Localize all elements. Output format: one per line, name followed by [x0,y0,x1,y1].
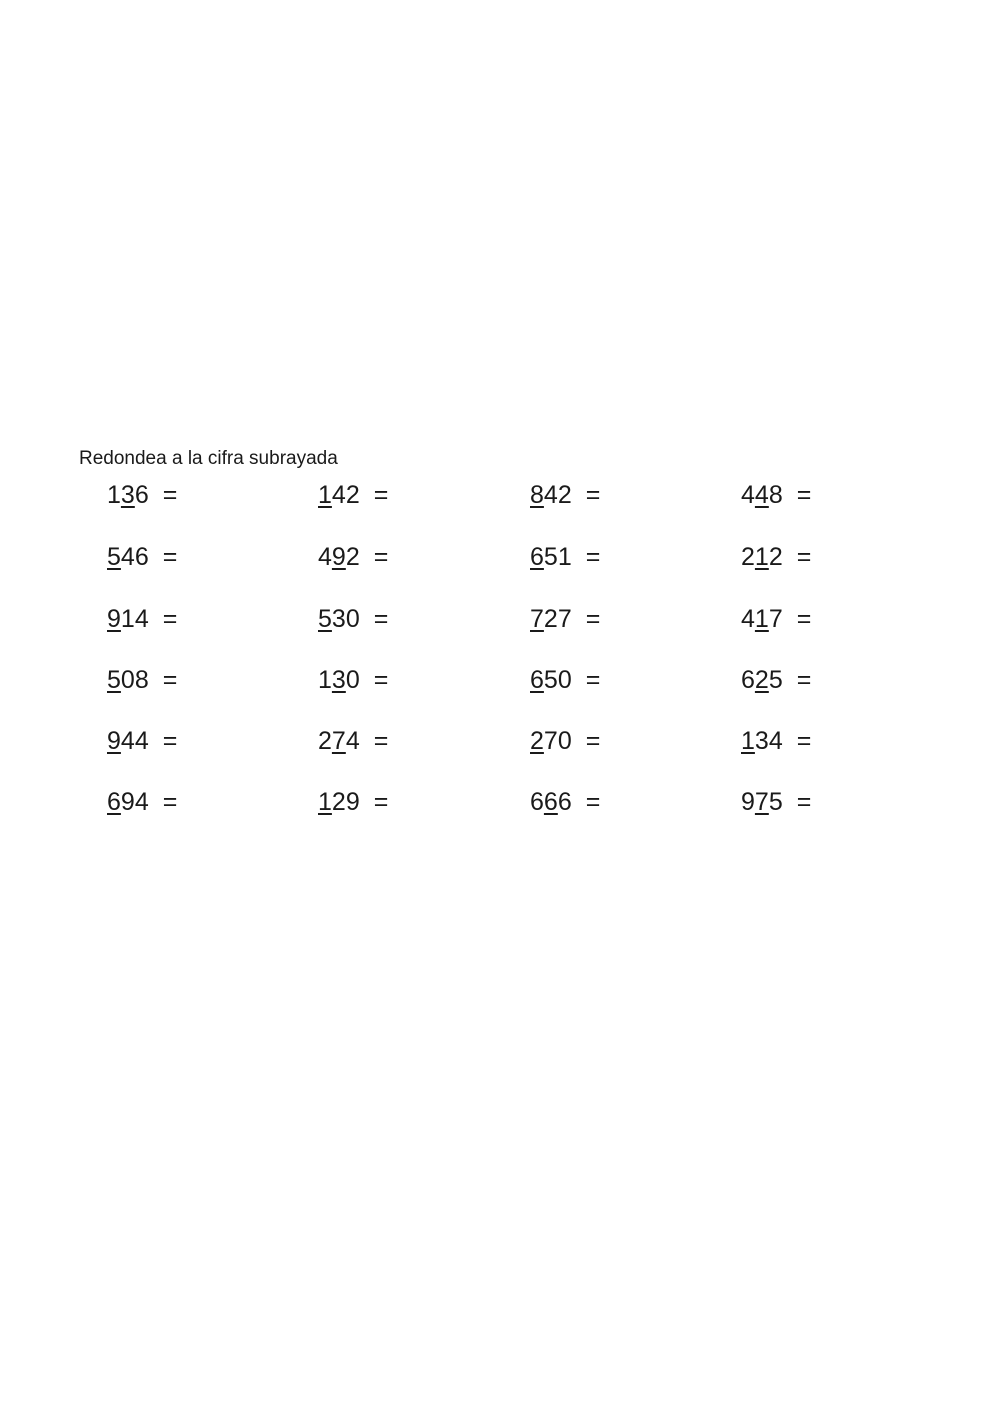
digit: 1 [557,543,572,571]
exercise-number [318,788,360,816]
underlined-digit: 9 [107,727,121,755]
equals-sign: = [796,727,812,755]
underlined-digit: 5 [107,543,121,571]
equals-sign: = [162,727,178,755]
exercise-number [530,605,572,633]
equals-sign: = [796,605,812,633]
digit: 9 [741,788,755,816]
exercise-item [107,787,177,817]
underlined-digit: 9 [331,543,346,571]
equals-sign: = [373,605,389,633]
digit: 4 [120,727,135,755]
underlined-digit: 1 [318,481,332,509]
digit: 2 [318,727,332,755]
exercise-number [107,788,149,816]
digit: 0 [557,727,572,755]
digit: 0 [345,605,360,633]
underlined-digit: 1 [318,788,332,816]
digit: 2 [345,481,360,509]
digit: 2 [543,605,558,633]
exercise-number [318,543,360,571]
digit: 6 [530,788,544,816]
digit: 6 [134,481,149,509]
underlined-digit: 9 [107,605,121,633]
exercise-number [741,481,783,509]
digit: 9 [120,788,135,816]
exercise-number [318,666,360,694]
exercise-item [530,604,600,634]
digit: 6 [557,788,572,816]
exercise-item [107,542,177,572]
digit: 2 [768,543,783,571]
exercise-item [318,542,388,572]
equals-sign: = [373,481,389,509]
exercise-number [107,543,149,571]
exercise-item [530,480,600,510]
exercise-number [741,543,783,571]
equals-sign: = [585,666,601,694]
exercise-number [530,543,572,571]
underlined-digit: 6 [543,788,558,816]
equals-sign: = [373,727,389,755]
digit: 4 [120,543,135,571]
exercise-number [107,666,149,694]
underlined-digit: 7 [530,605,544,633]
underlined-digit: 1 [754,543,769,571]
digit: 3 [754,727,769,755]
underlined-digit: 6 [530,666,544,694]
digit: 2 [331,788,346,816]
underlined-digit: 8 [530,481,544,509]
underlined-digit: 3 [331,666,346,694]
digit: 6 [134,543,149,571]
exercise-item [318,604,388,634]
instruction-text: Redondea a la cifra subrayada [79,448,338,469]
digit: 5 [543,666,558,694]
exercise-number [741,727,783,755]
equals-sign: = [585,543,601,571]
underlined-digit: 4 [754,481,769,509]
exercise-number [741,605,783,633]
digit: 7 [543,727,558,755]
digit: 3 [331,605,346,633]
digit: 5 [543,543,558,571]
equals-sign: = [585,481,601,509]
digit: 2 [557,481,572,509]
equals-sign: = [796,788,812,816]
underlined-digit: 7 [754,788,769,816]
underlined-digit: 5 [318,605,332,633]
exercise-number [107,481,149,509]
equals-sign: = [796,666,812,694]
exercise-number [741,666,783,694]
exercise-number [107,727,149,755]
digit: 4 [768,727,783,755]
equals-sign: = [585,727,601,755]
underlined-digit: 2 [530,727,544,755]
digit: 7 [768,605,783,633]
exercise-item [741,726,811,756]
exercise-number [530,788,572,816]
digit: 0 [120,666,135,694]
underlined-digit: 1 [741,727,755,755]
digit: 9 [345,788,360,816]
exercise-number [318,481,360,509]
exercise-item [318,726,388,756]
exercise-number [530,666,572,694]
equals-sign: = [796,481,812,509]
digit: 4 [134,788,149,816]
exercise-item [530,542,600,572]
digit: 2 [741,543,755,571]
exercise-item [107,665,177,695]
equals-sign: = [162,481,178,509]
exercise-number [530,727,572,755]
digit: 4 [741,605,755,633]
underlined-digit: 7 [331,727,346,755]
exercise-item [741,665,811,695]
exercise-item [318,480,388,510]
equals-sign: = [373,543,389,571]
exercise-item [741,480,811,510]
underlined-digit: 5 [107,666,121,694]
digit: 4 [331,481,346,509]
underlined-digit: 6 [530,543,544,571]
digit: 1 [318,666,332,694]
exercise-number [530,481,572,509]
exercise-number [107,605,149,633]
equals-sign: = [585,788,601,816]
digit: 7 [557,605,572,633]
digit: 4 [134,727,149,755]
underlined-digit: 2 [754,666,769,694]
exercise-number [318,605,360,633]
equals-sign: = [585,605,601,633]
digit: 4 [345,727,360,755]
exercise-item [107,480,177,510]
digit: 4 [543,481,558,509]
digit: 8 [768,481,783,509]
exercise-item [530,665,600,695]
equals-sign: = [373,788,389,816]
exercise-item [107,726,177,756]
exercise-item [741,787,811,817]
underlined-digit: 3 [120,481,135,509]
digit: 4 [318,543,332,571]
digit: 0 [345,666,360,694]
exercise-item [530,787,600,817]
exercise-number [318,727,360,755]
equals-sign: = [162,605,178,633]
digit: 4 [741,481,755,509]
exercise-item [318,787,388,817]
digit: 1 [107,481,121,509]
exercise-item [741,542,811,572]
digit: 8 [134,666,149,694]
equals-sign: = [162,666,178,694]
exercise-item [530,726,600,756]
equals-sign: = [162,788,178,816]
exercise-item [741,604,811,634]
digit: 1 [120,605,135,633]
equals-sign: = [796,543,812,571]
exercise-item [318,665,388,695]
equals-sign: = [162,543,178,571]
digit: 6 [741,666,755,694]
digit: 4 [134,605,149,633]
underlined-digit: 1 [754,605,769,633]
digit: 5 [768,788,783,816]
digit: 5 [768,666,783,694]
underlined-digit: 6 [107,788,121,816]
digit: 0 [557,666,572,694]
exercise-number [741,788,783,816]
equals-sign: = [373,666,389,694]
exercise-item [107,604,177,634]
digit: 2 [345,543,360,571]
